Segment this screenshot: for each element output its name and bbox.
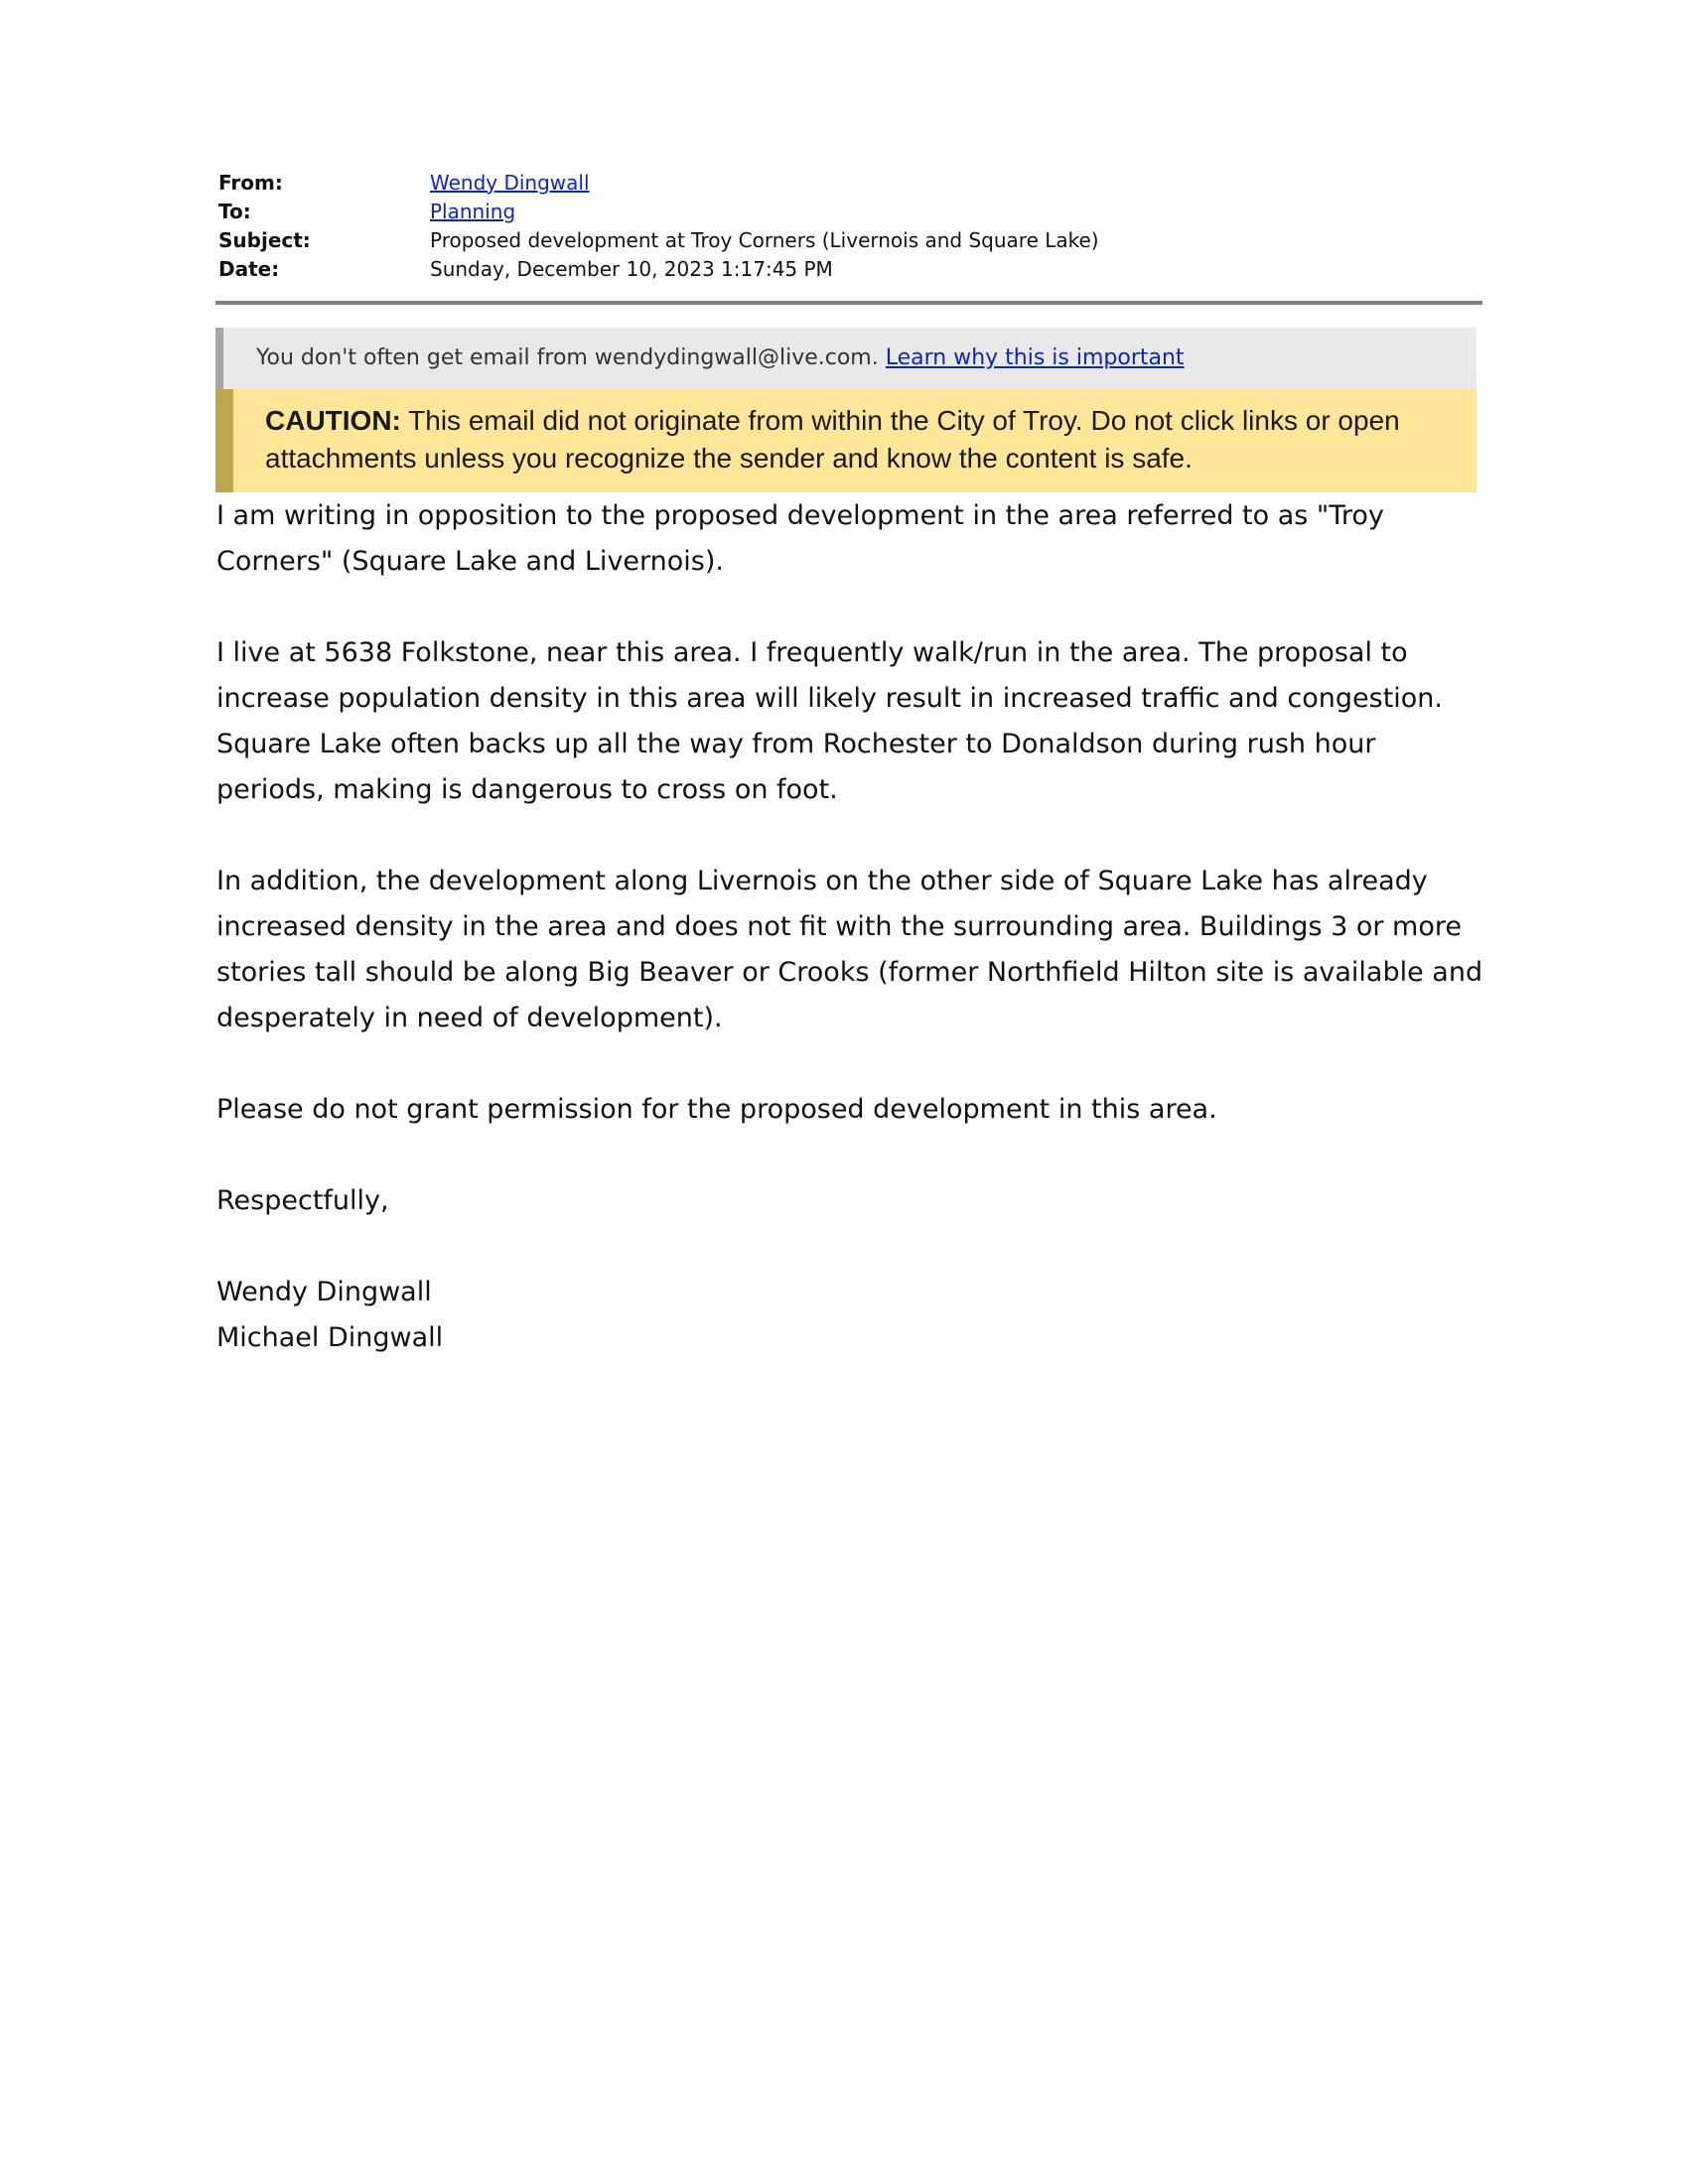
body-paragraph-4: Please do not grant permission for the proposed development in this area. — [216, 1094, 1217, 1125]
to-link[interactable]: Planning — [430, 200, 516, 223]
date-value: Sunday, December 10, 2023 1:17:45 PM — [430, 257, 833, 281]
caution-banner — [215, 389, 1477, 492]
from-label: From: — [218, 171, 283, 195]
subject-row — [218, 226, 1479, 255]
caution-label: CAUTION: — [265, 405, 401, 436]
from-row — [218, 169, 1479, 198]
body-paragraph-3: In addition, the development along Livernois on the other side of Square Lake has already increased density in the area and does not fit with the surrounding area. Buildings 3 or more stories tall should be along Big Beaver or Crooks (former Northfield Hilton site is available and desperately in need of development). — [216, 866, 1483, 1033]
caution-text: This email did not originate from within the City of Troy. Do not click links or open attachments unless you recognize the sender and know the content is safe. — [265, 405, 1400, 474]
header-divider — [215, 301, 1482, 305]
sender-notice — [215, 328, 1477, 389]
date-row — [218, 255, 1479, 284]
signature-name-2: Michael Dingwall — [216, 1322, 444, 1353]
from-link[interactable]: Wendy Dingwall — [430, 171, 590, 195]
body-paragraph-2: I live at 5638 Folkstone, near this area. I frequently walk/run in the area. The proposal to increase population density in this area will likely result in increased traffic and congestion. Square Lake often backs up all the way from Rochester to Donaldson during rush hour periods, making is dangerous to cross on foot. — [216, 637, 1443, 805]
learn-why-link[interactable]: Learn why this is important — [885, 345, 1185, 370]
email-header — [218, 169, 1479, 284]
to-row — [218, 198, 1479, 226]
email-body — [216, 493, 1487, 1361]
date-label: Date: — [218, 257, 280, 281]
to-label: To: — [218, 200, 251, 223]
subject-value: Proposed development at Troy Corners (Livernois and Square Lake) — [430, 228, 1099, 252]
body-paragraph-1: I am writing in opposition to the proposed development in the area referred to as "Troy Corners" (Square Lake and Livernois). — [216, 500, 1384, 577]
sender-notice-text: You don't often get email from wendydingwall@live.com. — [256, 345, 879, 370]
signature-name-1: Wendy Dingwall — [216, 1277, 432, 1307]
closing-line: Respectfully, — [216, 1185, 389, 1216]
subject-label: Subject: — [218, 228, 311, 252]
